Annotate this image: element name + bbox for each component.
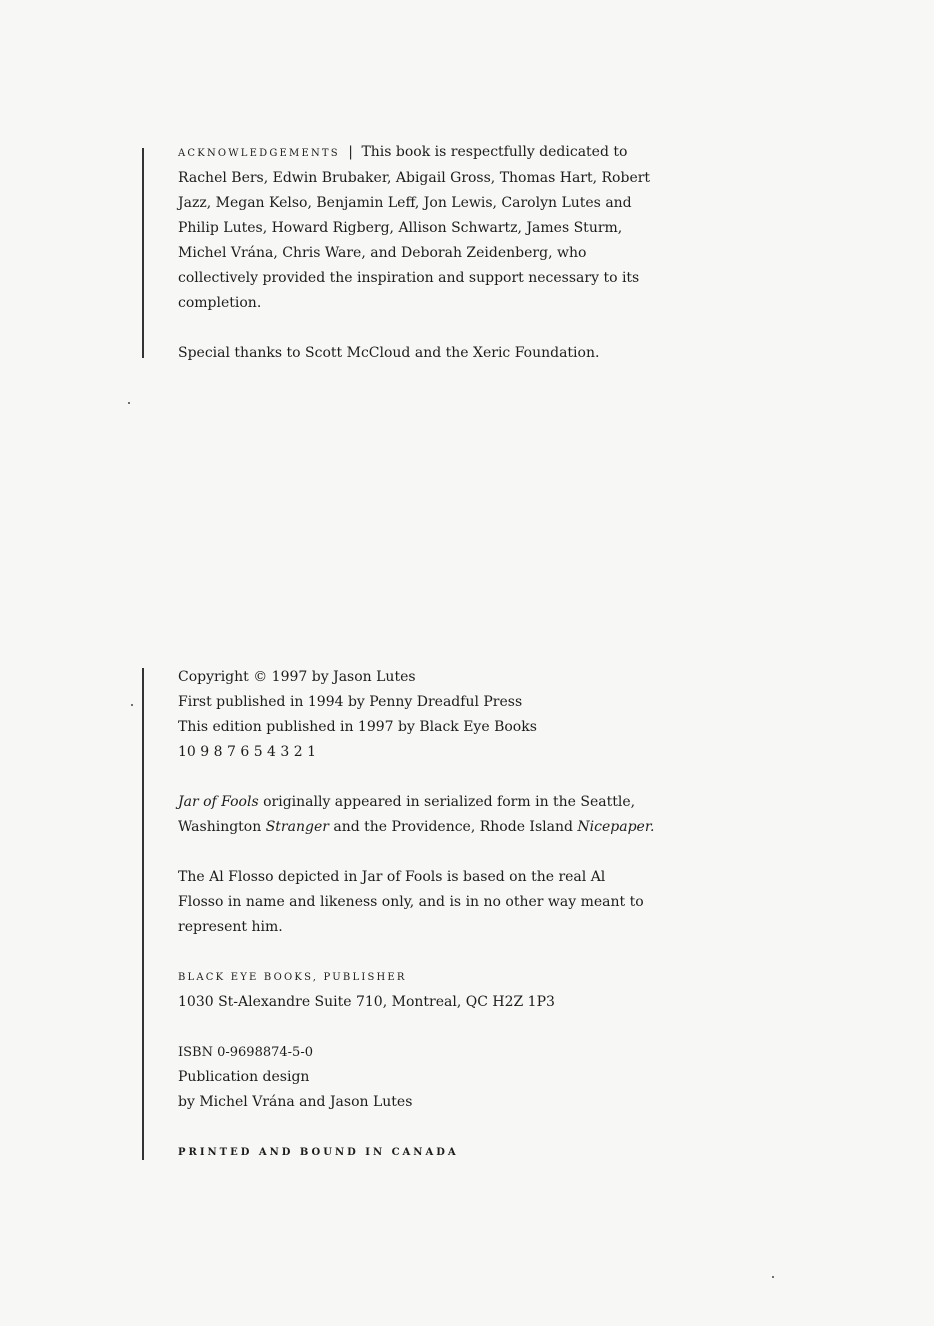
acknowledgements-line: Jazz, Megan Kelso, Benjamin Leff, Jon Lewis, Carolyn Lutes and <box>178 195 632 211</box>
paper-name: Nicepaper. <box>577 819 655 835</box>
paper-name: Stranger <box>265 819 329 835</box>
acknowledgements-line: collectively provided the inspiration and support necessary to its <box>178 270 640 286</box>
serialization-line-1 <box>178 790 636 815</box>
acknowledgements-separator: | <box>348 144 353 160</box>
acknowledgements-line: Rachel Bers, Edwin Brubaker, Abigail Gross, Thomas Hart, Robert <box>178 170 651 186</box>
page-speck <box>128 402 130 404</box>
printing-number: 10 9 8 7 6 5 4 3 2 1 <box>178 744 317 760</box>
top-margin-rule <box>142 148 144 358</box>
design-credit: by Michel Vrána and Jason Lutes <box>178 1094 413 1110</box>
copyright-section <box>178 665 655 1165</box>
special-thanks: Special thanks to Scott McCloud and the Xeric Foundation. <box>178 345 600 361</box>
acknowledgements-first-line <box>178 140 628 166</box>
serialization-text: and the Providence, Rhode Island <box>328 819 578 835</box>
acknowledgements-line: This book is respectfully dedicated to <box>361 144 628 160</box>
acknowledgements-label: ACKNOWLEDGEMENTS <box>178 148 340 159</box>
copyright-line: Copyright © 1997 by Jason Lutes <box>178 669 416 685</box>
acknowledgements-line: Philip Lutes, Howard Rigberg, Allison Schwartz, James Sturm, <box>178 220 623 236</box>
disclaimer-line: Flosso in name and likeness only, and is in no other way meant to <box>178 894 644 910</box>
page-speck <box>772 1276 774 1278</box>
isbn-number: ISBN 0-9698874-5-0 <box>178 1045 313 1060</box>
acknowledgements-line: completion. <box>178 295 262 311</box>
first-published-line: First published in 1994 by Penny Dreadful Press <box>178 694 523 710</box>
publisher-name: BLACK EYE BOOKS, PUBLISHER <box>178 972 407 983</box>
disclaimer-line: represent him. <box>178 919 283 935</box>
edition-line: This edition published in 1997 by Black Eye Books <box>178 719 537 735</box>
serialization-line-2 <box>178 815 655 840</box>
page-speck <box>131 704 133 706</box>
disclaimer-line: The Al Flosso depicted in Jar of Fools is based on the real Al <box>178 869 606 885</box>
acknowledgements-section <box>178 140 651 366</box>
acknowledgements-line: Michel Vrána, Chris Ware, and Deborah Zeidenberg, who <box>178 245 587 261</box>
design-label: Publication design <box>178 1069 310 1085</box>
printed-in-canada: PRINTED AND BOUND IN CANADA <box>178 1147 459 1158</box>
bottom-margin-rule <box>142 668 144 1160</box>
serialization-text: Washington <box>178 819 266 835</box>
book-title: Jar of Fools <box>178 794 259 810</box>
serialization-text: originally appeared in serialized form in the Seattle, <box>258 794 636 810</box>
publisher-address: 1030 St-Alexandre Suite 710, Montreal, QC H2Z 1P3 <box>178 994 555 1010</box>
